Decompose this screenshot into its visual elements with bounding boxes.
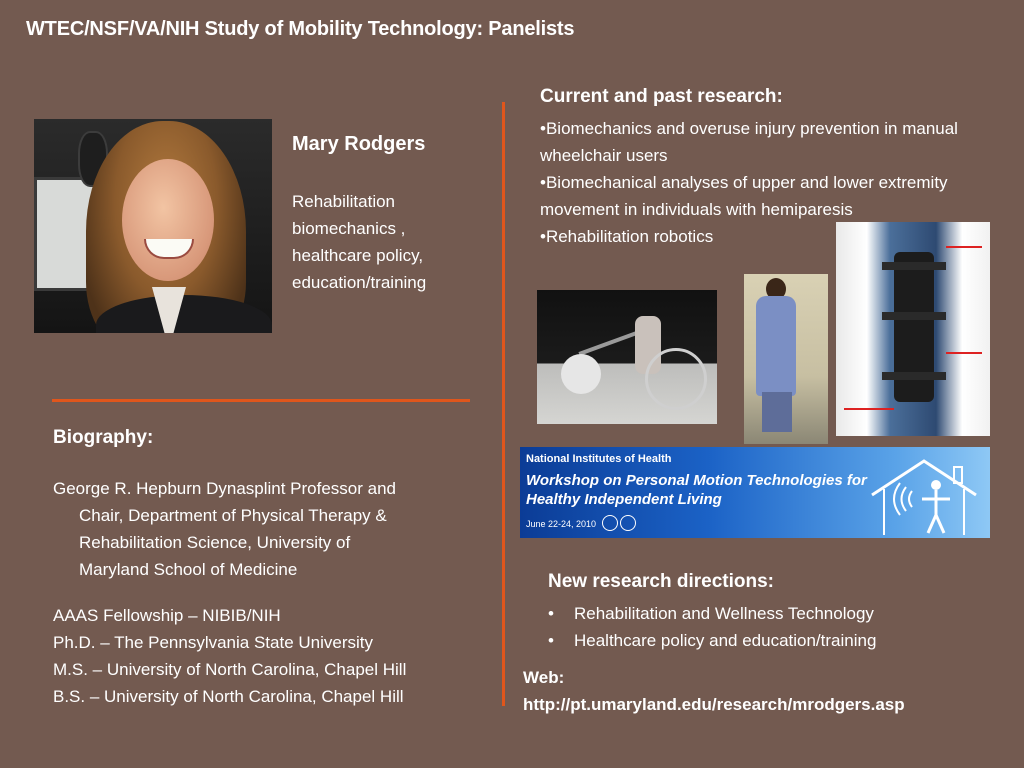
interest-line: biomechanics ,: [292, 219, 406, 238]
biography-position: [53, 475, 493, 583]
annotation-line: [946, 246, 982, 248]
house-figure-icon: [864, 455, 984, 535]
research-item: •Biomechanics and overuse injury prevention in manual wheelchair users: [540, 119, 958, 165]
new-direction-item: [548, 600, 876, 627]
nih-seal-icon: [620, 515, 636, 531]
panelist-interests: [292, 188, 482, 296]
research-item: •Rehabilitation robotics: [540, 227, 714, 246]
hhs-seal-icon: [602, 515, 618, 531]
bullet: •: [548, 604, 554, 623]
position-line: Chair, Department of Physical Therapy &: [79, 506, 387, 525]
portrait-photo: [34, 119, 272, 333]
web-label: Web:: [523, 668, 565, 687]
biography-degrees: [53, 602, 406, 710]
position-line: George R. Hepburn Dynasplint Professor and: [53, 479, 397, 498]
brace-strap: [882, 372, 946, 380]
research-item: •Biomechanical analyses of upper and lower extremity movement in individuals with hemiparesis: [540, 173, 948, 219]
biography-heading: Biography:: [53, 427, 154, 448]
wheelchair-wheel-shape: [645, 348, 707, 410]
annotation-line: [946, 352, 982, 354]
face-shape: [122, 159, 214, 281]
interest-line: healthcare policy,: [292, 246, 424, 265]
wheelchair-ergometer-photo: [537, 290, 717, 424]
new-direction-text: Rehabilitation and Wellness Technology: [574, 604, 874, 623]
degree-line: Ph.D. – The Pennsylvania State University: [53, 633, 374, 652]
flywheel-shape: [561, 354, 601, 394]
new-direction-item: [548, 627, 876, 654]
walker-body-shape: [756, 296, 796, 396]
banner-workshop-title: Workshop on Personal Motion Technologies for Healthy Independent Living: [526, 472, 867, 508]
new-directions-heading: New research directions:: [548, 571, 774, 592]
walker-legs-shape: [762, 392, 792, 432]
position-line: Rehabilitation Science, University of: [79, 533, 351, 552]
research-heading: Current and past research:: [540, 86, 783, 107]
slide-title: WTEC/NSF/VA/NIH Study of Mobility Technology: Panelists: [26, 18, 575, 40]
new-directions-list: [548, 600, 876, 654]
degree-line: M.S. – University of North Carolina, Chapel Hill: [53, 660, 407, 679]
horizontal-divider: [52, 399, 470, 402]
exoskeleton-photo: [836, 222, 990, 436]
web-url-link[interactable]: http://pt.umaryland.edu/research/mrodgers.asp: [523, 695, 905, 714]
brace-strap: [882, 312, 946, 320]
interest-line: education/training: [292, 273, 427, 292]
degree-line: B.S. – University of North Carolina, Chapel Hill: [53, 687, 404, 706]
brace-strap: [882, 262, 946, 270]
position-line: Maryland School of Medicine: [79, 560, 298, 579]
interest-line: Rehabilitation: [292, 192, 396, 211]
gait-training-photo: [744, 274, 828, 444]
new-direction-text: Healthcare policy and education/training: [574, 631, 877, 650]
bullet: •: [548, 631, 554, 650]
vertical-divider: [502, 102, 505, 706]
nih-workshop-banner: [520, 447, 990, 538]
annotation-line: [844, 408, 894, 410]
degree-line: AAAS Fellowship – NIBIB/NIH: [53, 606, 281, 625]
panelist-name: Mary Rodgers: [292, 133, 426, 155]
banner-date: June 22-24, 2010: [526, 519, 597, 529]
banner-org: National Institutes of Health: [526, 453, 672, 465]
